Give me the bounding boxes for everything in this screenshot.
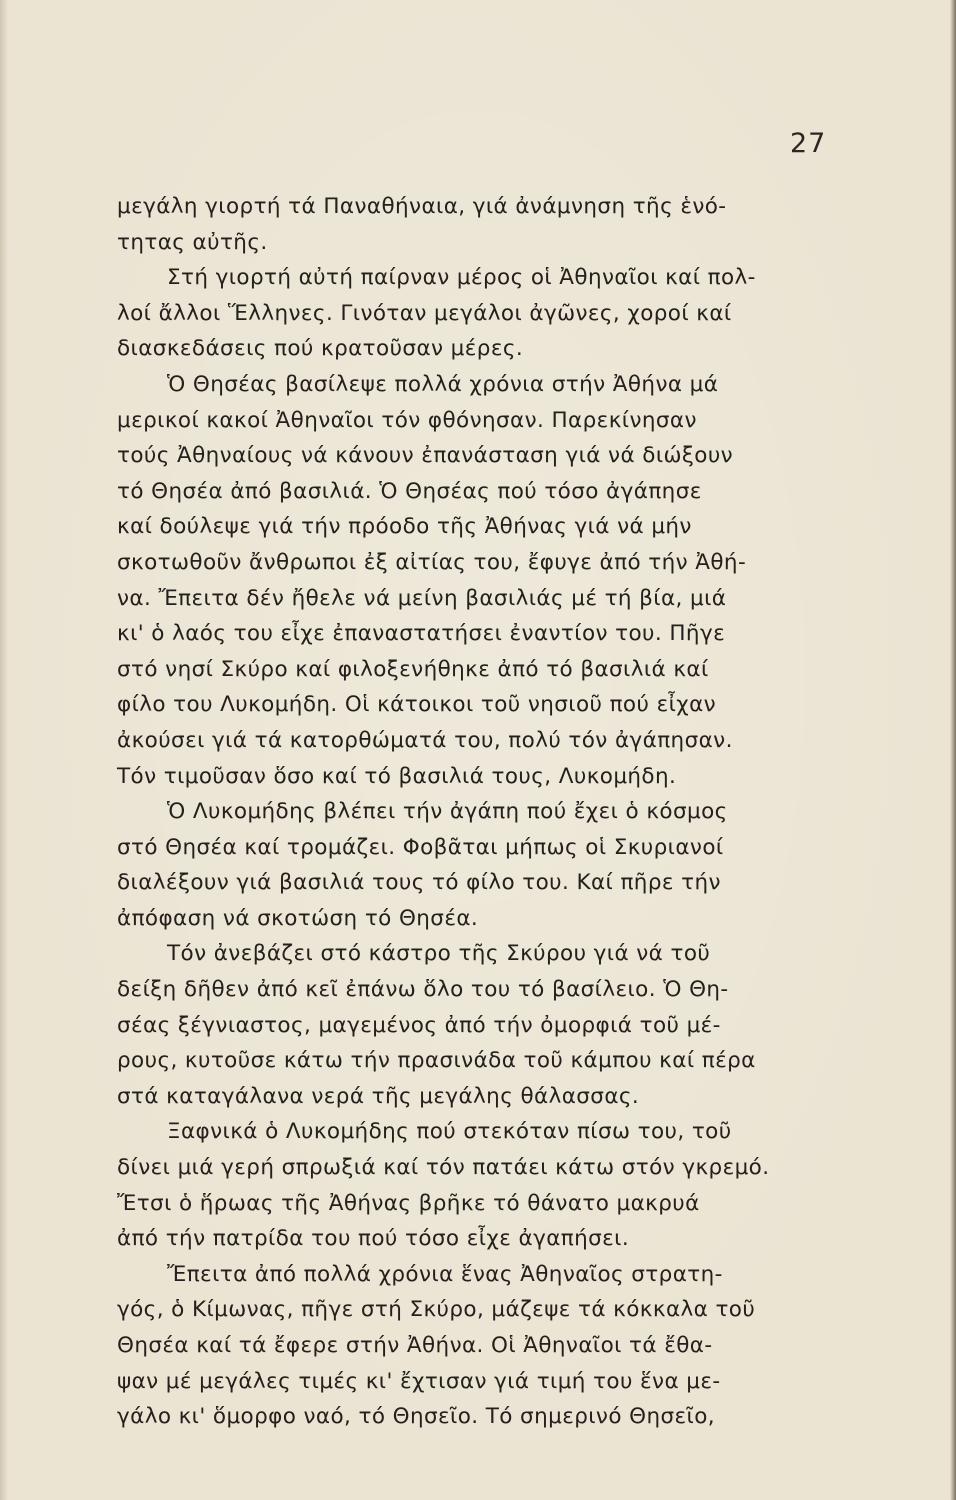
text-line: μεγάλη γιορτή τά Παναθήναια, γιά ἀνάμνηση τῆς ἑνό-: [117, 194, 727, 219]
text-line: κι' ὁ λαός του εἶχε ἐπαναστατήσει ἐναντίον του. Πῆγε: [117, 621, 726, 647]
text-line: τούς Ἀθηναίους νά κάνουν ἐπανάσταση γιά νά διώξουν: [117, 443, 734, 469]
text-line: στό Θησέα καί τρομάζει. Φοβᾶται μήπως οἱ Σκυριανοί: [117, 834, 724, 860]
text-line: διασκεδάσεις πού κρατοῦσαν μέρες.: [117, 336, 524, 362]
text-line: δίνει μιά γερή σπρωξιά καί τόν πατάει κάτω στόν γκρεμό.: [117, 1155, 770, 1181]
text-line: Ἔπειτα ἀπό πολλά χρόνια ἕνας Ἀθηναῖος στρατη-: [167, 1261, 723, 1287]
text-line: τητας αὐτῆς.: [117, 229, 268, 255]
text-line: Τόν τιμοῦσαν ὅσο καί τό βασιλιά τους, Λυκομήδη.: [117, 763, 677, 789]
text-line: ἀπό τήν πατρίδα του πού τόσο εἶχε ἀγαπήσει.: [117, 1226, 630, 1252]
text-line: στά καταγάλανα νερά τῆς μεγάλης θάλασσας.: [117, 1083, 640, 1109]
text-line: ἀπόφαση νά σκοτώση τό Θησέα.: [117, 905, 479, 931]
text-line: στό νησί Σκύρο καί φιλοξενήθηκε ἀπό τό βασιλιά καί: [117, 656, 709, 682]
text-line: σέας ξέγνιαστος, μαγεμένος ἀπό τήν ὀμορφιά τοῦ μέ-: [117, 1012, 721, 1038]
text-line: γάλο κι' ὅμορφο ναό, τό Θησεῖο. Τό σημερινό Θησεῖο,: [117, 1404, 715, 1430]
text-line: Στή γιορτή αὐτή παίρναν μέρος οἱ Ἀθηναῖοι καί πολ-: [167, 265, 756, 291]
text-line: να. Ἔπειτα δέν ἤθελε νά μείνη βασιλιάς μέ τή βία, μιά: [117, 585, 727, 611]
page-number: 27: [790, 128, 827, 159]
body-text: [117, 189, 817, 1435]
text-line: Ὁ Λυκομήδης βλέπει τήν ἀγάπη πού ἔχει ὁ κόσμος: [167, 799, 728, 825]
text-line: διαλέξουν γιά βασιλιά τους τό φίλο του. Καί πῆρε τήν: [117, 870, 721, 896]
text-line: γός, ὁ Κίμωνας, πῆγε στή Σκύρο, μάζεψε τά κόκκαλα τοῦ: [117, 1297, 756, 1323]
text-line: Ὁ Θησέας βασίλεψε πολλά χρόνια στήν Ἀθήνα μά: [167, 371, 719, 397]
text-line: μερικοί κακοί Ἀθηναῖοι τόν φθόνησαν. Παρεκίνησαν: [117, 407, 697, 433]
text-line: καί δούλεψε γιά τήν πρόοδο τῆς Ἀθήνας γιά νά μήν: [117, 514, 692, 540]
text-line: Ἔτσι ὁ ἥρωας τῆς Ἀθήνας βρῆκε τό θάνατο μακρυά: [117, 1190, 700, 1216]
text-line: ψαν μέ μεγάλες τιμές κι' ἔχτισαν γιά τιμή του ἕνα με-: [117, 1368, 721, 1394]
text-line: λοί ἄλλοι Ἕλληνες. Γινόταν μεγάλοι ἀγῶνες, χοροί καί: [117, 300, 732, 326]
page-right-edge: [950, 0, 956, 1500]
text-line: ρους, κυτοῦσε κάτω τήν πρασινάδα τοῦ κάμπου καί πέρα: [117, 1048, 756, 1074]
text-line: δείξη δῆθεν ἀπό κεῖ ἐπάνω ὅλο του τό βασίλειο. Ὁ Θη-: [117, 977, 729, 1003]
text-line: Θησέα καί τά ἔφερε στήν Ἀθήνα. Οἱ Ἀθηναῖοι τά ἔθα-: [117, 1333, 713, 1358]
text-line: φίλο του Λυκομήδη. Οἱ κάτοικοι τοῦ νησιοῦ πού εἶχαν: [117, 692, 717, 718]
text-line: Ξαφνικά ὁ Λυκομήδης πού στεκόταν πίσω του, τοῦ: [167, 1119, 732, 1145]
text-line: Τόν ἀνεβάζει στό κάστρο τῆς Σκύρου γιά νά τοῦ: [167, 941, 711, 967]
text-line: τό Θησέα ἀπό βασιλιά. Ὁ Θησέας πού τόσο ἀγάπησε: [117, 478, 702, 504]
text-line: σκοτωθοῦν ἄνθρωποι ἐξ αἰτίας του, ἔφυγε ἀπό τήν Ἀθή-: [117, 549, 747, 575]
text-line: ἀκούσει γιά τά κατορθώματά του, πολύ τόν ἀγάπησαν.: [117, 727, 733, 753]
page-left-edge: [0, 0, 8, 1500]
